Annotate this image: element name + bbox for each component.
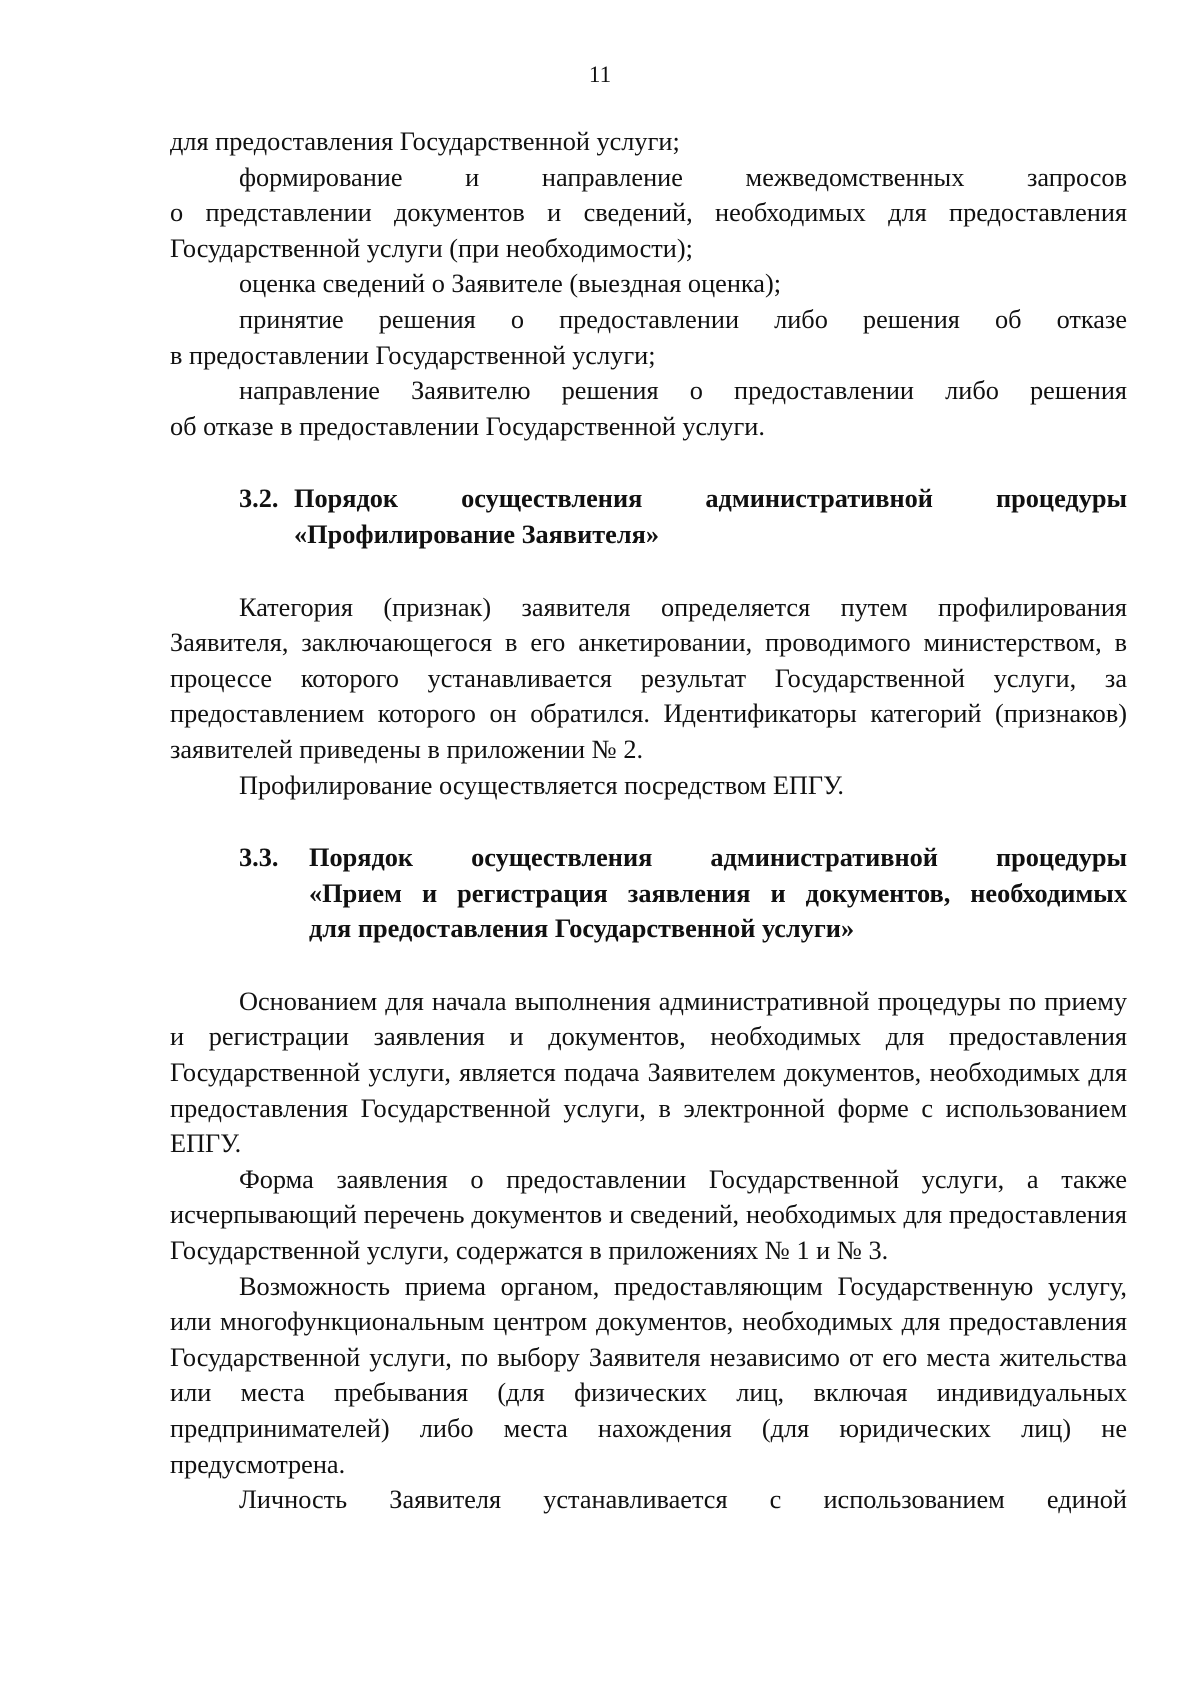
document-body	[170, 124, 1127, 1518]
section-title-line: для предоставления Государственной услуги»	[309, 914, 855, 944]
intro-line: оценка сведений о Заявителе (выездная оценка);	[239, 269, 782, 299]
intro-line: формирование и направление межведомственных запросов	[239, 162, 1127, 192]
section-title-line: «Профилирование Заявителя»	[294, 519, 659, 549]
section-title-line: Порядок осуществления административной процедуры	[309, 843, 1127, 873]
page-number: 11	[588, 62, 612, 87]
paragraph: Возможность приема органом, предоставляющим Государственную услугу, или многофункциональным центром документов, необходимых для предоставления Государственной услуги, по выбору Заявителя независимо от его места жительства или места пребывания (для физических лиц, включая индивидуальных предпринимателей) либо места нахождения (для юридических лиц) не предусмотрена.	[170, 1271, 1127, 1479]
intro-line: для предоставления Государственной услуги;	[170, 127, 680, 156]
intro-line: о представлении документов и сведений, необходимых для предоставления	[170, 198, 1127, 228]
section-title-line: «Прием и регистрация заявления и документов, необходимых	[309, 878, 1127, 908]
intro-line: об отказе в предоставлении Государственной услуги.	[170, 411, 765, 441]
intro-line: направление Заявителю решения о предоставлении либо решения	[239, 376, 1127, 406]
intro-line: Государственной услуги (при необходимости);	[170, 233, 693, 263]
section-heading-3-3	[170, 840, 1127, 947]
intro-line: в предоставлении Государственной услуги;	[170, 340, 656, 370]
paragraph: Личность Заявителя устанавливается с использованием единой	[239, 1485, 1127, 1515]
section-number: 3.3.	[239, 843, 279, 873]
paragraph: Основанием для начала выполнения административной процедуры по приему и регистрации заявления и документов, необходимых для предоставления Государственной услуги, является подача Заявителем документов, необходимых для предоставления Государственной услуги, в электронной форме с использованием ЕПГУ.	[170, 986, 1127, 1159]
section-number: 3.2.	[239, 484, 279, 514]
intro-line: принятие решения о предоставлении либо решения об отказе	[239, 304, 1127, 334]
paragraph: Категория (признак) заявителя определяется путем профилирования Заявителя, заключающегося в его анкетировании, проводимого министерством, в процессе которого устанавливается результат Государственной услуги, за предоставлением которого он обратился. Идентификаторы категорий (признаков) заявителей приведены в приложении № 2.	[170, 592, 1127, 764]
paragraph: Профилирование осуществляется посредством ЕПГУ.	[239, 770, 844, 800]
section-heading-3-2	[170, 481, 1127, 552]
paragraph: Форма заявления о предоставлении Государственной услуги, а также исчерпывающий перечень документов и сведений, необходимых для предоставления Государственной услуги, содержатся в приложениях № 1 и № 3.	[170, 1164, 1127, 1266]
section-title-line: Порядок осуществления административной процедуры	[294, 484, 1127, 514]
